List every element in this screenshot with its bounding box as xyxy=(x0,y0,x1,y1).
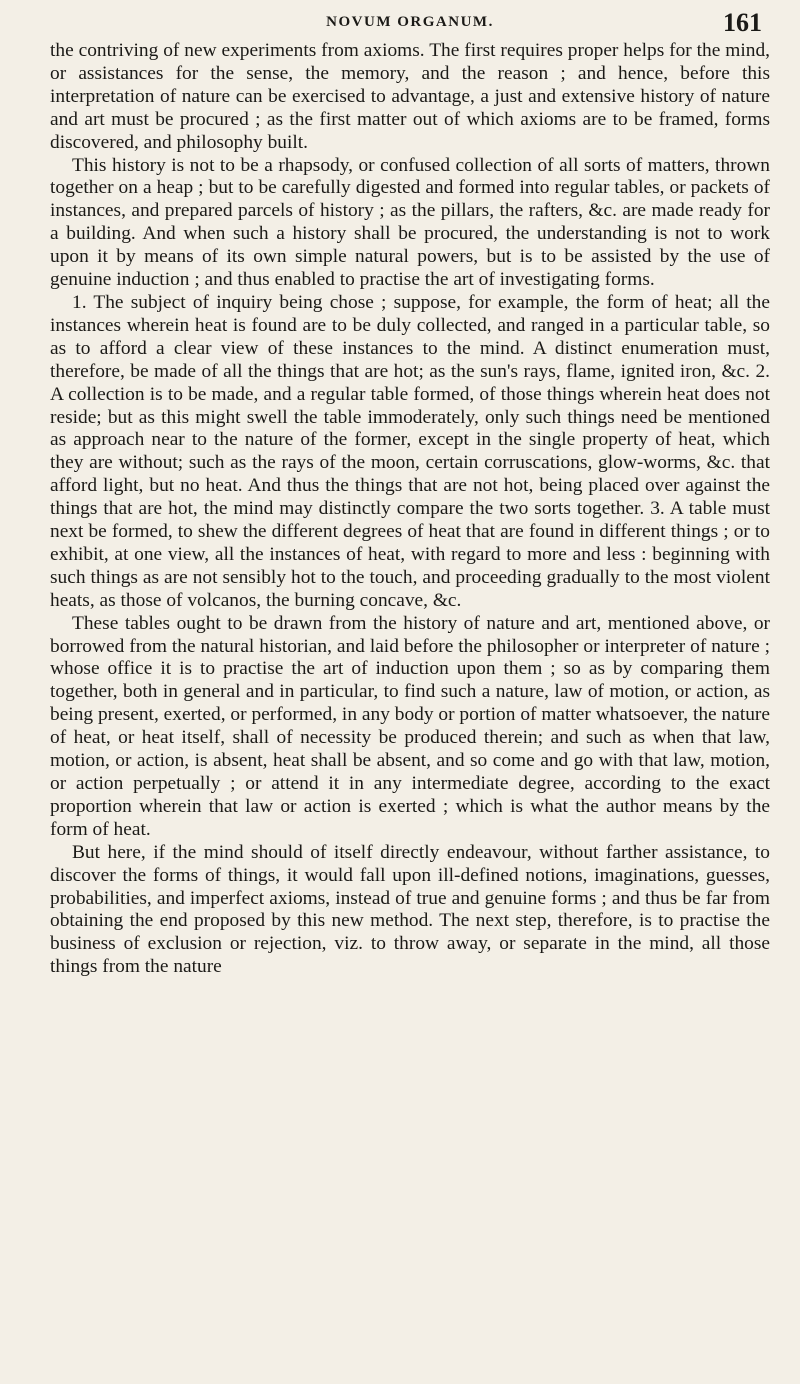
paragraph-tables-of-heat: 1. The subject of inquiry being chose ; suppose, for example, the form of heat; all the instances wherein heat is found are to be duly collected, and ranged in a particular table, so as to afford a clear view of these instances to the mind. A distinct enumeration must, therefore, be made of all the things that are hot; as the sun's rays, flame, ignited iron, &c. 2. A collection is to be made, and a regular table formed, of those things wherein heat does not reside; but as this might swell the table immoderately, only such things need be mentioned as approach near to the nature of the former, except in the single property of heat, which they are without; such as the rays of the moon, certain corruscations, glow-worms, &c. that afford light, but no heat. And thus the things that are not hot, being placed over against the things that are hot, the mind may distinctly compare the two sorts together. 3. A table must next be formed, to shew the different degrees of heat that are found in different things ; or to exhibit, at one view, all the instances of heat, with regard to more and less : beginning with such things as are not sensibly hot to the touch, and proceeding gradually to the most violent heats, as those of volcanos, the burning concave, &c. xyxy=(50,291,770,611)
page-number: 161 xyxy=(723,8,762,37)
paragraph-continuation: the contriving of new experiments from axioms. The first requires proper helps for the mind, or assistances for the sense, the memory, and the reason ; and hence, before this interpretation of nature can be exercised to advantage, a just and extensive history of nature and art must be procured ; as the first matter out of which axioms are to be framed, forms discovered, and philosophy built. xyxy=(50,40,770,153)
running-title: NOVUM ORGANUM. xyxy=(326,14,494,30)
body-text xyxy=(50,40,770,979)
paragraph-history: This history is not to be a rhapsody, or confused collection of all sorts of matters, thrown together on a heap ; but to be carefully digested and formed into regular tables, or packets of instances, and prepared parcels of history ; as the pillars, the rafters, &c. are made ready for a building. And when such a history shall be procured, the understanding is not to work upon it by means of its own simple natural powers, but is to be assisted by the use of genuine induction ; and thus enabled to practise the art of investigating forms. xyxy=(50,154,770,291)
running-head xyxy=(50,8,770,38)
paragraph-induction: These tables ought to be drawn from the history of nature and art, mentioned above, or borrowed from the natural historian, and laid before the philosopher or interpreter of nature ; whose office it is to practise the art of induction upon them ; so as by comparing them together, both in general and in particular, to find such a nature, law of motion, or action, as being present, exerted, or performed, in any body or portion of matter whatsoever, the nature of heat, or heat itself, shall of necessity be produced therein; and such as when that law, motion, or action, is absent, heat shall be absent, and so come and go with that law, motion, or action perpetually ; or attend it in any intermediate degree, according to the exact proportion wherein that law or action is exerted ; which is what the author means by the form of heat. xyxy=(50,612,770,840)
paragraph-exclusion: But here, if the mind should of itself directly endeavour, without farther assistance, to discover the forms of things, it would fall upon ill-defined notions, imaginations, guesses, probabilities, and imperfect axioms, instead of true and genuine forms ; and thus be far from obtaining the end proposed by this new method. The next step, therefore, is to practise the business of exclusion or rejection, viz. to throw away, or separate in the mind, all those things from the nature xyxy=(50,841,770,978)
